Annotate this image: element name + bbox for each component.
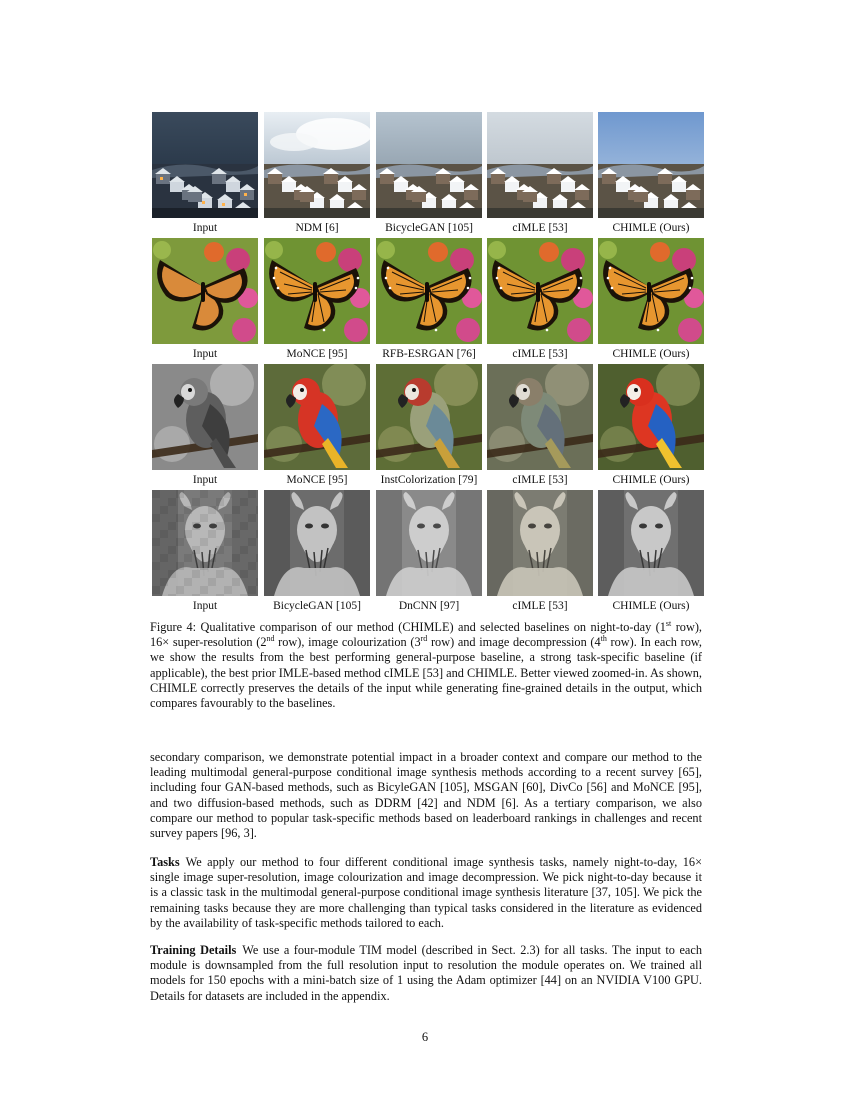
figure-cell [376, 490, 482, 613]
night-image [264, 112, 370, 218]
butterfly-image [598, 238, 704, 344]
figure-caption: Figure 4: Qualitative comparison of our method (CHIMLE) and selected baselines on night-to-day (1st row), 16× super-resolution (2nd row), image colourization (3rd row) and image decompression (4th row). In each row, we show the results from the best performing general-purpose baseline, a strong task-specific baseline (if applicable), the best prior IMLE-based method cIMLE [53] and CHIMLE. Better viewed zoomed-in. As shown, CHIMLE correctly preserves the details of the input while generating fine-grained details in the output, which compares favourably to the baselines. [150, 618, 702, 711]
method-label: BicycleGAN [105] [273, 600, 361, 612]
figure-cell [264, 112, 370, 235]
method-label: cIMLE [53] [512, 474, 568, 486]
figure-cell [487, 364, 593, 487]
method-label: InstColorization [79] [380, 474, 478, 486]
parrot-image [376, 364, 482, 470]
statue-image [152, 490, 258, 596]
night-image [376, 112, 482, 218]
method-label: CHIMLE (Ours) [612, 348, 690, 360]
night-image [598, 112, 704, 218]
method-label: CHIMLE (Ours) [612, 222, 690, 234]
statue-image [376, 490, 482, 596]
method-label: NDM [6] [295, 222, 339, 234]
method-label: CHIMLE (Ours) [612, 474, 690, 486]
figure-cell [264, 364, 370, 487]
figure-cell [598, 238, 704, 361]
statue-image [598, 490, 704, 596]
figure-cell [487, 238, 593, 361]
method-label: CHIMLE (Ours) [612, 600, 690, 612]
statue-image [264, 490, 370, 596]
method-label: Input [192, 600, 218, 612]
night-image [487, 112, 593, 218]
figure-cell [487, 490, 593, 613]
paragraph-training-details: Training Details We use a four-module TIM model (described in Sect. 2.3) for all tasks. The input to each module is downsampled from the full resolution input to resolution the module operates on. We trained all models for 150 epochs with a mini-batch size of 1 using the Adam optimizer [44] on an NVIDIA V100 GPU. Details for datasets are included in the appendix. [150, 943, 702, 1003]
butterfly-image [152, 238, 258, 344]
figure-cell [264, 238, 370, 361]
figure-cell [376, 238, 482, 361]
night-image [152, 112, 258, 218]
parrot-image [487, 364, 593, 470]
parrot-image [264, 364, 370, 470]
figure-cell [152, 112, 258, 235]
figure-cell [598, 112, 704, 235]
method-label: DnCNN [97] [398, 600, 460, 612]
method-label: cIMLE [53] [512, 348, 568, 360]
figure-row-parrot [152, 364, 704, 490]
method-label: cIMLE [53] [512, 600, 568, 612]
method-label: Input [192, 222, 218, 234]
method-label: MoNCE [95] [286, 348, 348, 360]
figure-cell [376, 112, 482, 235]
method-label: MoNCE [95] [286, 474, 348, 486]
method-label: Input [192, 348, 218, 360]
paragraph-comparison: secondary comparison, we demonstrate potential impact in a broader context and compare our method to the leading multimodal general-purpose conditional image synthesis methods according to a recent survey [65], including four GAN-based methods, such as BicyleGAN [105], MSGAN [60], DivCo [56] and MoNCE [95], and two diffusion-based methods, such as DDRM [42] and NDM [6]. As a tertiary comparison, we also compare our method to popular task-specific methods based on leaderboard rankings in challenges and recent survey papers [96, 3]. [150, 750, 702, 841]
butterfly-image [376, 238, 482, 344]
figure-row-butterfly [152, 238, 704, 364]
butterfly-image [487, 238, 593, 344]
figure-cell [598, 490, 704, 613]
figure-cell [598, 364, 704, 487]
method-label: cIMLE [53] [512, 222, 568, 234]
method-label: BicycleGAN [105] [385, 222, 473, 234]
figure-cell [152, 490, 258, 613]
tasks-heading: Tasks [150, 855, 180, 869]
butterfly-image [264, 238, 370, 344]
figure-cell [487, 112, 593, 235]
figure-row-night [152, 112, 704, 238]
figure-cell [376, 364, 482, 487]
page-number: 6 [421, 1030, 429, 1044]
figure-cell [264, 490, 370, 613]
training-details-heading: Training Details [150, 943, 237, 957]
figure-cell [152, 364, 258, 487]
figure-cell [152, 238, 258, 361]
parrot-image [598, 364, 704, 470]
parrot-image [152, 364, 258, 470]
figure-4-grid [152, 112, 704, 616]
method-label: Input [192, 474, 218, 486]
paragraph-tasks: Tasks We apply our method to four different conditional image synthesis tasks, namely night-to-day, 16× single image super-resolution, image colourization and image decompression. We pick night-to-day because it is a classic task in the multimodal general-purpose conditional image synthesis literature [37, 105]. We pick the remaining tasks because they are more challenging than typical tasks considered in the literature as evidenced by the availability of task-specific methods tailored to each. [150, 855, 702, 930]
figure-row-statue [152, 490, 704, 616]
method-label: RFB-ESRGAN [76] [382, 348, 476, 360]
statue-image [487, 490, 593, 596]
